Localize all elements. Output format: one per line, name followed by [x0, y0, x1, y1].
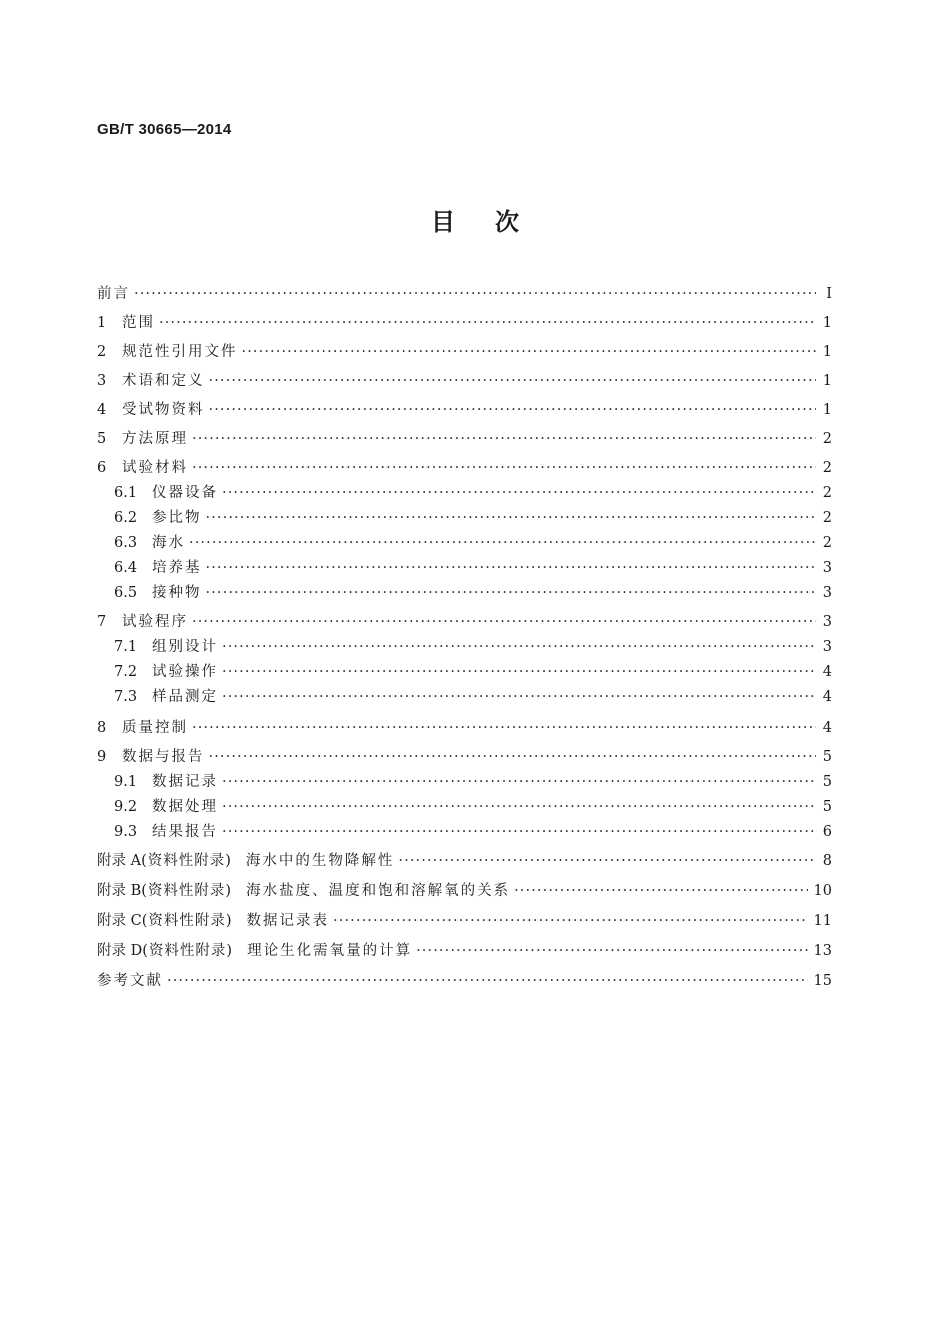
- dot-leader: [333, 913, 808, 929]
- toc-entry[interactable]: [114, 556, 832, 578]
- toc-annex-type: (资料性附录): [141, 853, 232, 869]
- dot-leader: [209, 402, 817, 418]
- toc-page-number: 3: [822, 614, 832, 630]
- toc-page-number: 10: [813, 883, 832, 899]
- toc-entry-number: 附录 A: [97, 853, 142, 869]
- toc-entry-number: 6.5: [114, 585, 138, 601]
- toc-entry[interactable]: [114, 660, 832, 682]
- toc-entry-number: 7: [97, 614, 107, 630]
- toc-annex-type: (资料性附录): [141, 913, 233, 929]
- toc-entry-number: 6.2: [114, 510, 138, 526]
- dot-leader: [416, 943, 807, 959]
- toc-entry[interactable]: [97, 282, 832, 304]
- page-title: 目次: [431, 208, 559, 236]
- toc-page-number: 11: [813, 913, 832, 929]
- toc-entry[interactable]: [114, 820, 832, 842]
- toc-page-number: 2: [822, 460, 832, 476]
- toc-page-number: 2: [822, 510, 832, 526]
- toc-page-number: 5: [822, 749, 832, 765]
- toc-entry[interactable]: [97, 745, 832, 767]
- toc-entry-label: 培养基: [152, 560, 202, 576]
- toc-entry-number: 9: [97, 749, 107, 765]
- dot-leader: [209, 749, 817, 765]
- toc-page-number: 1: [822, 315, 832, 331]
- toc-page-number: 2: [822, 535, 832, 551]
- toc-entry-number: 7.2: [114, 664, 138, 680]
- dot-leader: [159, 315, 816, 331]
- toc-page-number: 3: [822, 585, 832, 601]
- dot-leader: [222, 799, 816, 815]
- toc-entry-label: 前言: [97, 286, 130, 302]
- toc-entry[interactable]: [114, 581, 832, 603]
- toc-page-number: 3: [822, 639, 832, 655]
- toc-entry-number: 1: [97, 315, 107, 331]
- toc-entry[interactable]: [97, 939, 832, 961]
- toc-entry-label: 结果报告: [152, 824, 218, 840]
- dot-leader: [192, 720, 816, 736]
- toc-entry[interactable]: [97, 427, 832, 449]
- dot-leader: [242, 344, 817, 360]
- toc-entry-number: 9.3: [114, 824, 138, 840]
- toc-entry-label: 仪器设备: [152, 485, 218, 501]
- toc-annex-type: (资料性附录): [141, 883, 233, 899]
- toc-page-number: 1: [822, 402, 832, 418]
- toc-entry-label: 理论生化需氧量的计算: [247, 943, 413, 959]
- toc-entry-label: 海水中的生物降解性: [245, 853, 395, 869]
- toc-entry-number: 3: [97, 373, 107, 389]
- toc-entry-number: 2: [97, 344, 107, 360]
- toc-entry[interactable]: [114, 795, 832, 817]
- toc-entry-label: 参比物: [152, 510, 202, 526]
- dot-leader: [222, 639, 816, 655]
- toc-entry-label: 试验程序: [122, 614, 188, 630]
- toc-page-number: 4: [822, 664, 832, 680]
- toc-entry-label: 质量控制: [122, 720, 188, 736]
- toc-page-number: 4: [822, 689, 832, 705]
- toc-entry-number: 6.4: [114, 560, 138, 576]
- toc-entry-number: 附录 C: [97, 913, 142, 929]
- toc-entry[interactable]: [97, 456, 832, 478]
- toc-page-number: 2: [822, 431, 832, 447]
- dot-leader: [222, 664, 816, 680]
- toc-entry-label: 数据记录: [152, 774, 218, 790]
- dot-leader: [514, 883, 807, 899]
- toc-entry-label: 样品测定: [152, 689, 218, 705]
- standard-code: GB/T 30665—2014: [97, 121, 232, 138]
- toc-entry[interactable]: [97, 849, 832, 871]
- toc-entry[interactable]: [114, 635, 832, 657]
- toc-entry[interactable]: [97, 340, 832, 362]
- toc-entry-number: 5: [97, 431, 107, 447]
- toc-entry[interactable]: [97, 311, 832, 333]
- toc-page-number: 2: [822, 485, 832, 501]
- toc-entry-label: 海水: [152, 535, 185, 551]
- toc-entry-number: 7.3: [114, 689, 138, 705]
- dot-leader: [192, 431, 816, 447]
- toc-entry-label: 受试物资料: [122, 402, 205, 418]
- toc-page-number: 13: [813, 943, 832, 959]
- dot-leader: [189, 535, 816, 551]
- toc-entry-label: 规范性引用文件: [122, 344, 238, 360]
- toc-page-number: 3: [822, 560, 832, 576]
- toc-entry-label: 试验材料: [122, 460, 188, 476]
- toc-entry-label: 术语和定义: [122, 373, 205, 389]
- toc-entry-label: 组别设计: [152, 639, 218, 655]
- dot-leader: [167, 973, 808, 989]
- toc-page-number: 6: [822, 824, 832, 840]
- toc-page-number: 4: [822, 720, 832, 736]
- toc-entry-label: 接种物: [152, 585, 202, 601]
- toc-entry-label: 参考文献: [97, 973, 163, 989]
- toc-page-number: I: [826, 286, 832, 302]
- dot-leader: [209, 373, 817, 389]
- toc-entry-number: 6.1: [114, 485, 138, 501]
- dot-leader: [206, 585, 817, 601]
- toc-entry[interactable]: [97, 909, 832, 931]
- toc-entry[interactable]: [97, 969, 832, 991]
- toc-entry-number: 7.1: [114, 639, 138, 655]
- toc-entry[interactable]: [114, 770, 832, 792]
- toc-entry[interactable]: [97, 879, 832, 901]
- dot-leader: [134, 286, 816, 302]
- toc-entry-label: 海水盐度、温度和饱和溶解氧的关系: [246, 883, 511, 899]
- dot-leader: [192, 614, 816, 630]
- dot-leader: [192, 460, 816, 476]
- toc-entry-number: 4: [97, 402, 107, 418]
- dot-leader: [206, 560, 817, 576]
- dot-leader: [222, 485, 816, 501]
- dot-leader: [222, 824, 816, 840]
- toc-entry-number: 附录 B: [97, 883, 142, 899]
- toc-entry-number: 6.3: [114, 535, 138, 551]
- toc-page-number: 5: [822, 774, 832, 790]
- toc-entry-label: 数据记录表: [246, 913, 330, 929]
- toc-entry[interactable]: [114, 481, 832, 503]
- toc-entry-label: 数据处理: [152, 799, 218, 815]
- toc-entry-number: 附录 D: [97, 943, 143, 959]
- toc-entry-number: 8: [97, 720, 107, 736]
- toc-entry-label: 数据与报告: [122, 749, 205, 765]
- toc-entry[interactable]: [97, 716, 832, 738]
- toc-entry-number: 9.2: [114, 799, 138, 815]
- toc-entry-number: 9.1: [114, 774, 138, 790]
- toc-page-number: 1: [822, 373, 832, 389]
- toc-entry[interactable]: [97, 369, 832, 391]
- toc-entry-label: 方法原理: [122, 431, 188, 447]
- toc-entry-label: 试验操作: [152, 664, 218, 680]
- toc-page-number: 5: [822, 799, 832, 815]
- toc-entry[interactable]: [97, 610, 832, 632]
- toc-entry-label: 范围: [122, 315, 155, 331]
- toc-entry[interactable]: [97, 398, 832, 420]
- toc-entry[interactable]: [114, 506, 832, 528]
- toc-annex-type: (资料性附录): [142, 943, 234, 959]
- toc-page-number: 8: [822, 853, 832, 869]
- toc-page-number: 1: [822, 344, 832, 360]
- toc-entry[interactable]: [114, 531, 832, 553]
- dot-leader: [206, 510, 817, 526]
- dot-leader: [222, 689, 816, 705]
- toc-entry[interactable]: [114, 685, 832, 707]
- toc-entry-number: 6: [97, 460, 107, 476]
- dot-leader: [222, 774, 816, 790]
- dot-leader: [398, 853, 816, 869]
- toc-page-number: 15: [813, 973, 832, 989]
